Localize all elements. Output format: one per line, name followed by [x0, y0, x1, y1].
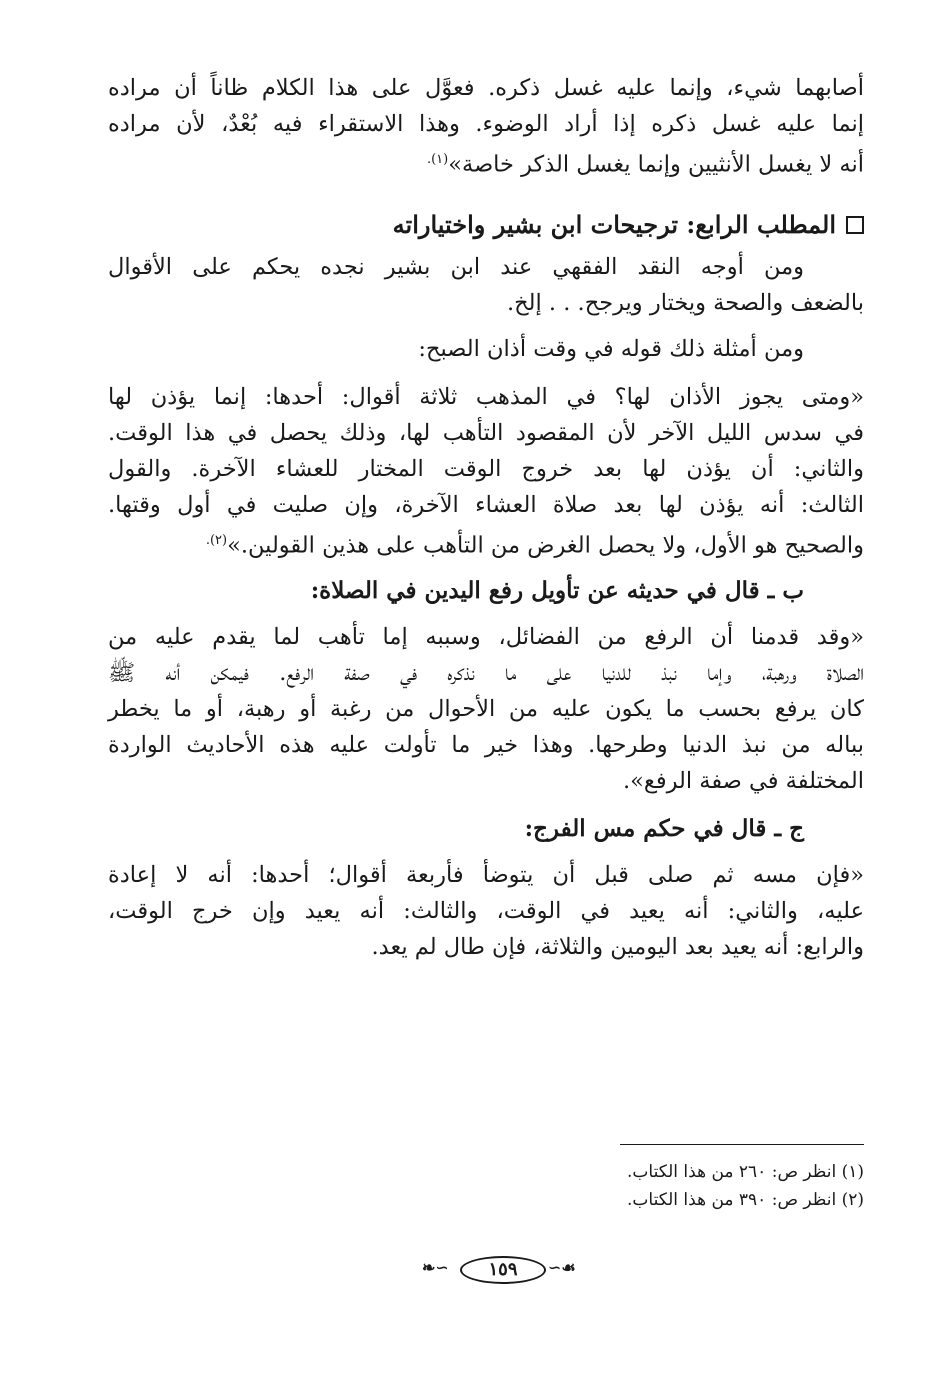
text-line: أصابهما شيء، وإنما عليه غسل ذكره. فعوَّل على هذا الكلام ظاناً أن مراده: [108, 75, 864, 101]
section-heading: [108, 205, 864, 245]
text-line: بالضعف والصحة ويختار ويرجح. . . إلخ.: [507, 289, 864, 316]
subheading-b: ب ـ قال في حديثه عن تأويل رفع اليدين في الصلاة:: [310, 577, 804, 604]
text-segment: والصحيح هو الأول، ولا يحصل الغرض من التأهب على هذين القولين.»: [227, 532, 864, 558]
text-line: [108, 523, 864, 564]
footnote-ref: (١).: [426, 152, 449, 167]
section-heading-text: المطلب الرابع: ترجيحات ابن بشير واختياراته: [392, 209, 836, 239]
text-line: والثاني: أن يؤذن لها بعد خروج الوقت المختار للعشاء الآخرة. والقول: [108, 455, 864, 482]
footnote-divider: [620, 1144, 864, 1145]
flourish-right-icon: ∽☙: [548, 1258, 576, 1277]
paragraph-2: [108, 249, 864, 321]
flourish-left-icon: ❧∽: [422, 1258, 449, 1277]
page-body: [108, 70, 864, 965]
footnotes: [108, 1158, 864, 1214]
text-line: الصلاة ورهبة، وإما نبذ للدنيا على ما نذكره في صفة الرفع. فيمكن أنه ﷺ: [108, 660, 864, 686]
text-line: ومن أوجه النقد الفقهي عند ابن بشير نجده يحكم على الأقوال: [108, 253, 804, 280]
footnote-2: (٢) انظر ص: ٣٩٠ من هذا الكتاب.: [627, 1190, 864, 1210]
page-number-ornament: [418, 1250, 576, 1290]
footnote-1: (١) انظر ص: ٢٦٠ من هذا الكتاب.: [627, 1162, 864, 1182]
paragraph-5-quote: [108, 619, 864, 799]
text-line: إنما عليه غسل ذكره إذا أراد الوضوء. وهذا الاستقراء فيه بُعْدٌ، لأن مراده: [108, 111, 864, 137]
text-line: كان يرفع بحسب ما يكون عليه من الأحوال من رغبة أو رهبة، أو ما يخطر: [108, 696, 864, 722]
text-line: في سدس الليل الآخر لأن المقصود التأهب لها، وذلك يحصل في هذا الوقت.: [108, 419, 864, 446]
subheading-c: ج ـ قال في حكم مس الفرج:: [524, 815, 804, 842]
text-line: «فإن مسه ثم صلى قبل أن يتوضأ فأربعة أقوال؛ أحدها: أنه لا إعادة: [108, 862, 864, 888]
page-number: ١٥٩: [488, 1259, 518, 1280]
text-line: المختلفة في صفة الرفع».: [622, 768, 864, 794]
footnote-ref: (٢).: [205, 532, 228, 548]
paragraph-3: ومن أمثلة ذلك قوله في وقت أذان الصبح:: [418, 335, 804, 362]
text-line: عليه، والثاني: أنه يعيد في الوقت، والثالث: أنه يعيد وإن خرج الوقت،: [108, 898, 864, 924]
text-line: بباله من نبذ الدنيا وطرحها. وهذا خير ما تأولت عليه هذه الأحاديث الواردة: [108, 732, 864, 758]
checkbox-square-icon: [846, 216, 864, 234]
text-line: «ومتى يجوز الأذان لها؟ في المذهب ثلاثة أقوال: أحدها: إنما يؤذن لها: [108, 383, 864, 410]
text-line: الثالث: أنه يؤذن لها بعد صلاة العشاء الآخرة، وإن صليت في أول وقتها.: [108, 491, 864, 518]
paragraph-4-quote: [108, 379, 864, 564]
paragraph-1: [108, 70, 864, 183]
text-line: [108, 142, 864, 183]
paragraph-6-quote: [108, 857, 864, 965]
text-line: «وقد قدمنا أن الرفع من الفضائل، وسببه إما تأهب لما يقدم عليه من: [108, 624, 864, 650]
text-segment: أنه لا يغسل الأنثيين وإنما يغسل الذكر خاصة»: [448, 151, 864, 178]
text-line: والرابع: أنه يعيد بعد اليومين والثلاثة، فإن طال لم يعد.: [371, 934, 864, 960]
